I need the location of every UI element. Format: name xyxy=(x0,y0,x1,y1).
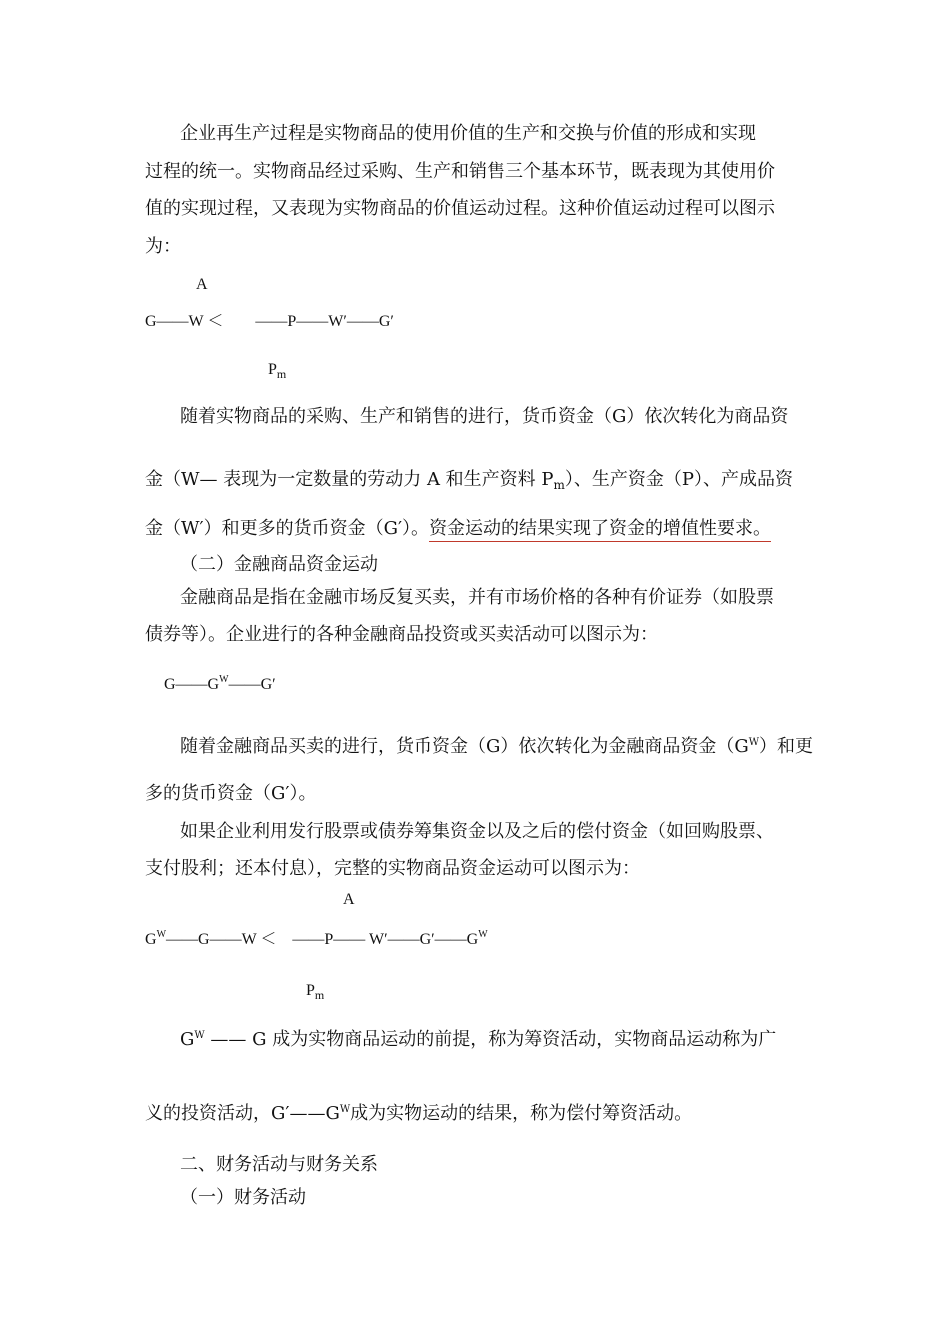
diagram1-bottom-label: $P_m$ xyxy=(268,361,287,381)
p5-line1: 如果企业利用发行股票或债券筹集资金以及之后的偿付资金（如回购股票、 xyxy=(180,821,774,842)
p6-line2: 义的投资活动，$G'——G^W$成为实物运动的结果，称为偿付筹资活动。 xyxy=(145,1103,693,1124)
p4-line2: 多的货币资金（G′）。 xyxy=(145,783,317,804)
diagram3-main-flow: $G^W——G——W$ ＜ ——P—— $W'——G'——G^W$ xyxy=(145,929,488,948)
p1-line4: 为： xyxy=(145,236,181,257)
p4-line1: 随着金融商品买卖的进行，货币资金（G）依次转化为金融商品资金$(G^W)$和更 xyxy=(180,736,814,757)
p1-line1: 企业再生产过程是实物商品的使用价值的生产和交换与价值的形成和实现 xyxy=(180,123,756,144)
p3-line1: 金融商品是指在金融市场反复买卖，并有市场价格的各种有价证券（如股票 xyxy=(180,587,774,608)
diagram1-top-label: A xyxy=(196,276,208,293)
p3-line2: 债券等）。企业进行的各种金融商品投资或买卖活动可以图示为： xyxy=(145,624,658,645)
p2-line2: 金（W— 表现为一定数量的劳动力 A 和生产资料 $P_m$）、生产资金（P）、产成品资 xyxy=(145,469,794,492)
p5-line2: 支付股利；还本付息），完整的实物商品资金运动可以图示为： xyxy=(145,858,640,879)
p1-line2: 过程的统一。实物商品经过采购、生产和销售三个基本环节，既表现为其使用价 xyxy=(145,161,775,182)
diagram3-top-label: A xyxy=(343,891,355,908)
diagram3-bottom-label: $P_m$ xyxy=(306,982,325,1002)
underlined-sentence: 资金运动的结果实现了资金的增值性要求。 xyxy=(429,518,771,542)
heading-financial-goods: （二）金融商品资金运动 xyxy=(180,554,378,575)
p6-line1: $G^W$ —— G 成为实物商品运动的前提，称为筹资活动，实物商品运动称为广 xyxy=(180,1029,777,1050)
p2-line1: 随着实物商品的采购、生产和销售的进行，货币资金（G）依次转化为商品资 xyxy=(180,406,789,427)
p1-line3: 值的实现过程，又表现为实物商品的价值运动过程。这种价值运动过程可以图示 xyxy=(145,198,775,219)
p2-line3: 金（W′）和更多的货币资金（G′）。资金运动的结果实现了资金的增值性要求。 xyxy=(145,517,771,541)
diagram1-main-flow: G——W ＜ ——P——W′——G′ xyxy=(145,313,394,330)
heading-section-2: 二、财务活动与财务关系 xyxy=(180,1154,378,1175)
diagram2-flow: $G——G^W——G'$ xyxy=(164,674,276,693)
heading-subsection-1: （一）财务活动 xyxy=(180,1187,306,1208)
